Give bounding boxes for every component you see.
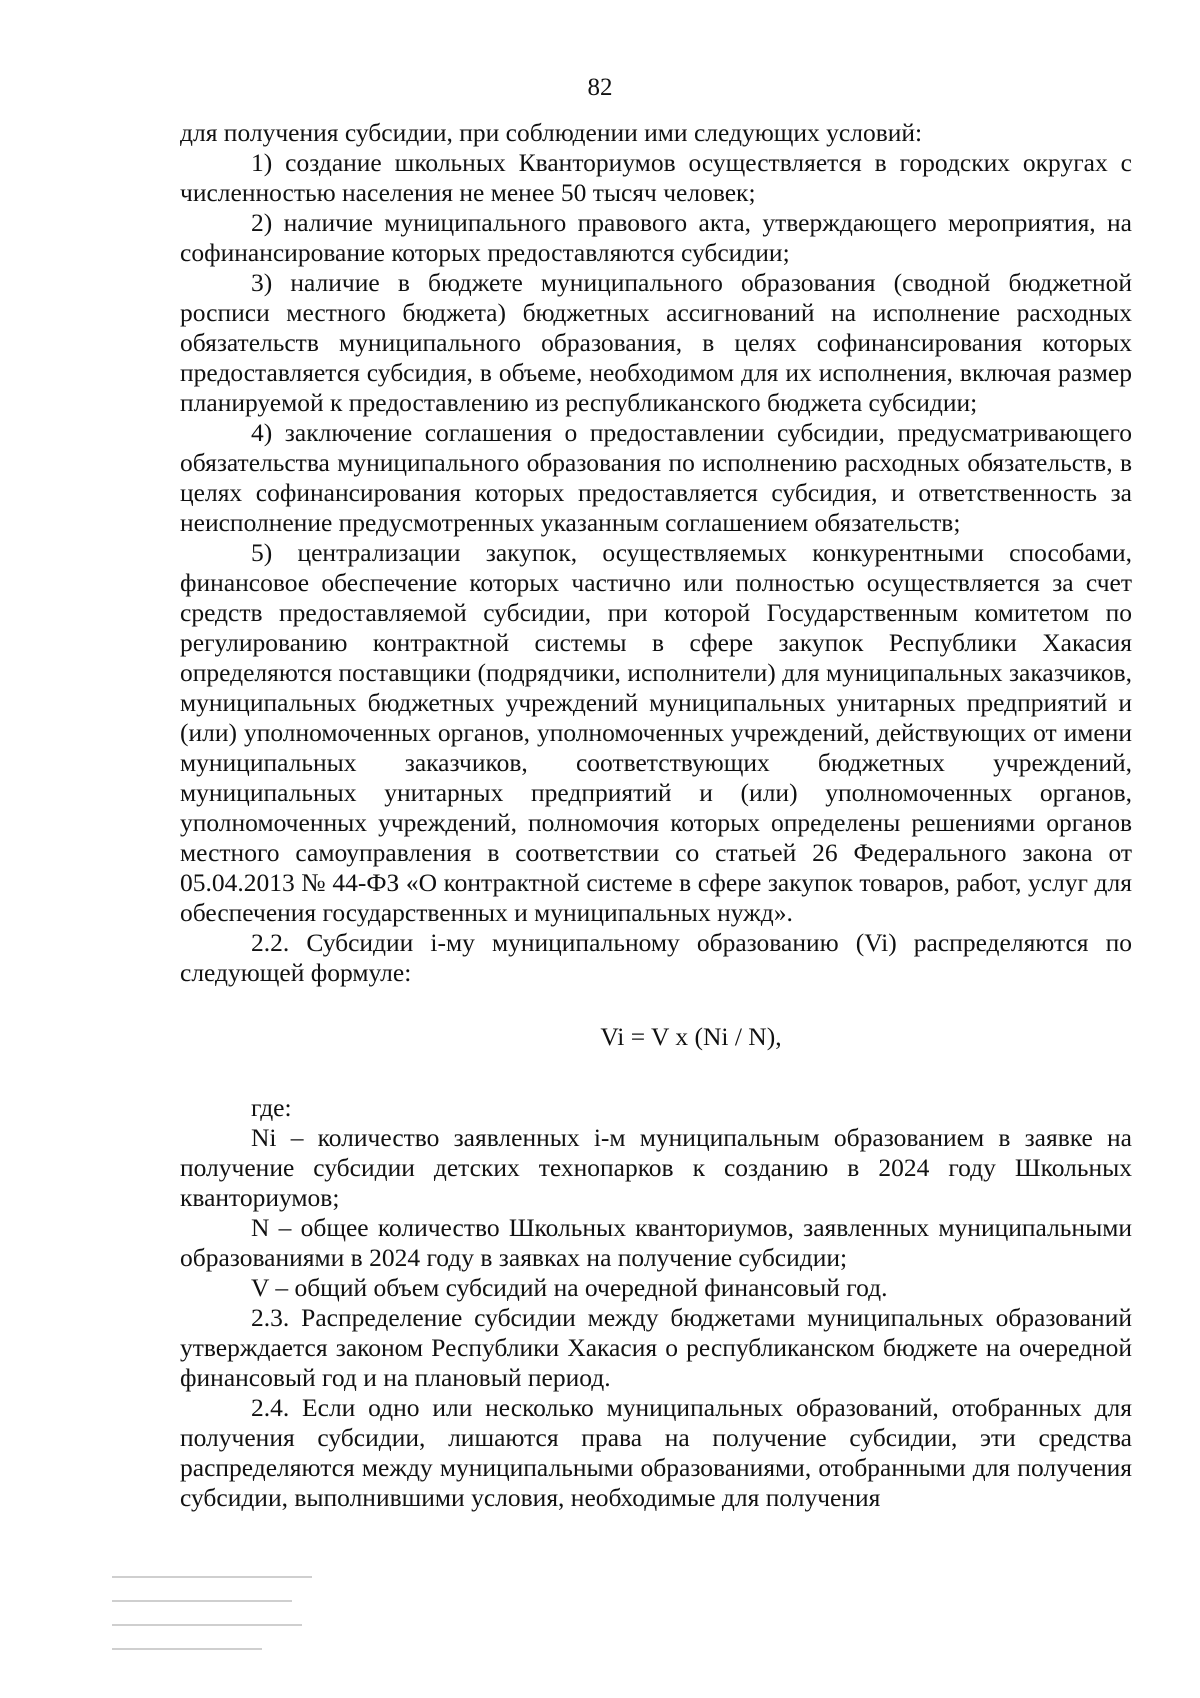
paragraph-def-n: N – общее количество Школьных кванториумов, заявленных муниципальными образованиями в 2024 году в заявках на получение субсидии; <box>180 1213 1132 1272</box>
paragraph-condition-4: 4) заключение соглашения о предоставлении субсидии, предусматривающего обязательства муниципального образования по исполнению расходных обязательств, в целях софинансирования которых предоставляется субсидия, и ответственность за неисполнение предусмотренных указанным соглашением обязательств; <box>180 418 1132 537</box>
faint-stamp-mark <box>112 1570 332 1654</box>
paragraph-intro: для получения субсидии, при соблюдении ими следующих условий: <box>180 118 923 147</box>
paragraph-def-v: V – общий объем субсидий на очередной финансовый год. <box>251 1273 888 1302</box>
paragraph-condition-3: 3) наличие в бюджете муниципального образования (сводной бюджетной росписи местного бюджета) бюджетных ассигнований на исполнение расходных обязательств муниципального образования, в целях софинансирования которых предоставляется субсидия, в объеме, необходимом для их исполнения, включая размер планируемой к предоставлению из республиканского бюджета субсидии; <box>180 268 1132 417</box>
paragraph-condition-2: 2) наличие муниципального правового акта, утверждающего мероприятия, на софинансирование которых предоставляются субсидии; <box>180 208 1132 267</box>
paragraph-section-2-4: 2.4. Если одно или несколько муниципальных образований, отобранных для получения субсидии, лишаются права на получение субсидии, эти средства распределяются между муниципальными образованиями, отобранными для получения субсидии, выполнившими условия, необходимые для получения <box>180 1393 1132 1512</box>
paragraph-section-2-3: 2.3. Распределение субсидии между бюджетами муниципальных образований утверждается законом Республики Хакасия о республиканском бюджете на очередной финансовый год и на плановый период. <box>180 1303 1132 1392</box>
page-number: 82 <box>587 74 613 101</box>
document-body <box>180 118 1132 1513</box>
paragraph-section-2-2: 2.2. Субсидии i-му муниципальному образованию (Vi) распределяются по следующей формуле: <box>180 928 1132 987</box>
distribution-formula: Vi = V x (Ni / N), <box>600 1022 782 1051</box>
paragraph-def-ni: Ni – количество заявленных i-м муниципальным образованием в заявке на получение субсидии детских технопарков к созданию в 2024 году Школьных кванториумов; <box>180 1123 1132 1212</box>
paragraph-where: где: <box>251 1093 292 1122</box>
paragraph-condition-1: 1) создание школьных Кванториумов осуществляется в городских округах с численностью населения не менее 50 тысяч человек; <box>180 148 1132 207</box>
paragraph-condition-5: 5) централизации закупок, осуществляемых конкурентными способами, финансовое обеспечение которых частично или полностью осуществляется за счет средств предоставляемой субсидии, при которой Государственным комитетом по регулированию контрактной системы в сфере закупок Республики Хакасия определяются поставщики (подрядчики, исполнители) для муниципальных заказчиков, муниципальных бюджетных учреждений муниципальных унитарных предприятий и (или) уполномоченных органов, уполномоченных учреждений, действующих от имени муниципальных заказчиков, соответствующих бюджетных учреждений, муниципальных унитарных предприятий и (или) уполномоченных органов, уполномоченных учреждений, полномочия которых определены решениями органов местного самоуправления в соответствии со статьей 26 Федерального закона от 05.04.2013 № 44-ФЗ «О контрактной системе в сфере закупок товаров, работ, услуг для обеспечения государственных и муниципальных нужд». <box>180 538 1132 927</box>
